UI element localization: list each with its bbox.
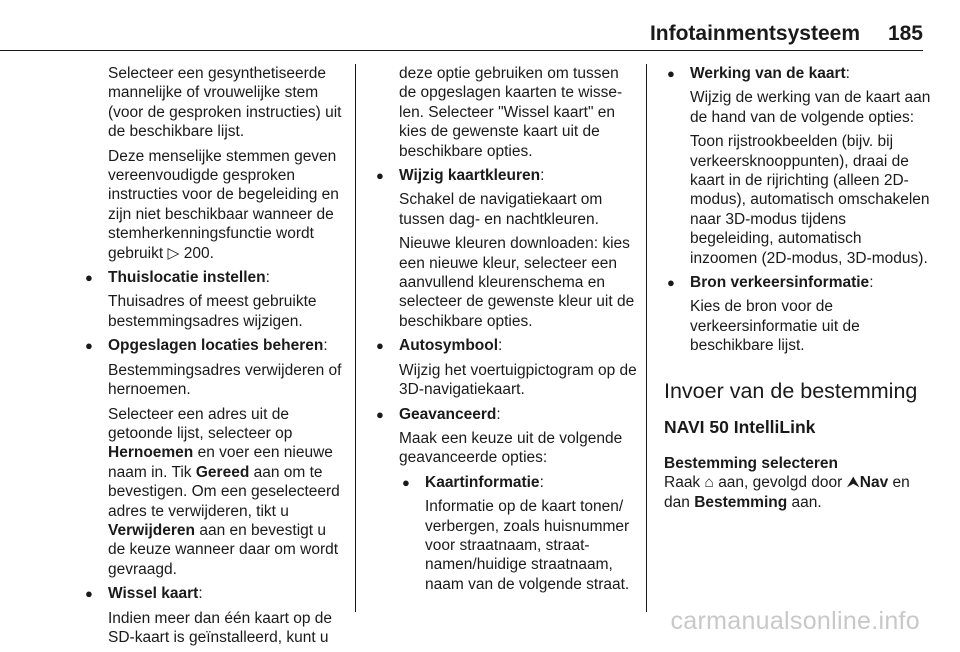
paragraph: Maak een keuze uit de volgende geavanceerde opties:: [399, 429, 623, 467]
page-header: [0, 0, 960, 52]
paragraph: Toon rijstrookbeelden (bijv. bij verkeersknooppunten), draai de kaart in de rijrichting (alleen 2D-modus), automatisch omschakelen naar 3D-modus tijdens begeleiding, automatisch inzoomen (2D-modus, 3D-modus).: [690, 133, 930, 267]
subsection-title: NAVI 50 IntelliLink: [664, 416, 816, 437]
list-item: ● Wissel kaart:: [82, 584, 344, 603]
list-item: ● Bron verkeersinformatie:: [664, 273, 932, 292]
paragraph: Nieuwe kleuren downloaden: kies een nieuwe kleur, selecteer een aanvullend kleurenschema en selecteer de gewenste kleur uit de beschikbare opties.: [399, 235, 635, 330]
paragraph: Informatie op de kaart tonen/ verbergen, zoals huisnummer voor straatnaam, straatnamen/huidige straatnaam, naam van de volgende straat.: [425, 498, 630, 593]
list-item: ● Thuislocatie instellen:: [82, 268, 344, 287]
column-3: [664, 64, 932, 517]
paragraph: Selecteer een adres uit de getoonde lijst, selecteer op Hernoemen en voer een nieuwe naam in. Tik Gereed aan om te bevestigen. Om een geselecteerd adres te verwijderen, tikt u Verwijderen aan en bevestigt u de keuze wanneer daar om wordt gevraagd.: [108, 405, 340, 578]
watermark: carmanualsonline.info: [670, 607, 920, 635]
list-item: ● Opgeslagen locaties beheren:: [82, 336, 344, 355]
page-number: 185: [887, 22, 923, 45]
paragraph: Selecteer een gesynthetiseerde mannelijke of vrouwelijke stem (voor de gesproken instructies) uit de beschikbare lijst.: [108, 65, 342, 141]
section-title: Invoer van de bestemming: [664, 378, 918, 403]
page-reference[interactable]: 200.: [183, 244, 214, 262]
list-item: ● Werking van de kaart:: [664, 64, 932, 83]
paragraph: Raak ⌂ aan, gevolgd door ⮝Nav en dan Bestemming aan.: [664, 474, 910, 511]
subsubsection-title: Bestemming selecteren: [664, 454, 839, 472]
list-item: ● Kaartinformatie:: [399, 473, 639, 492]
column-1: [82, 64, 344, 652]
list-item: ● Autosymbool:: [373, 336, 639, 355]
column-2: [373, 64, 639, 599]
list-item: ● Geavanceerd:: [373, 405, 639, 424]
triangle-ref-icon: ▷: [167, 244, 180, 262]
paragraph: Deze menselijke stemmen geven vereenvoudigde gesproken instructies voor de begeleiding en zijn niet beschikbaar wanneer de stemherkenningsfunctie wordt gebruikt ▷ 200.: [108, 147, 339, 262]
list-item: ● Wijzig kaartkleuren:: [373, 166, 639, 185]
header-title: Infotainmentsysteem: [649, 22, 860, 45]
nav-arrow-icon: ⮝: [846, 474, 860, 492]
paragraph: Indien meer dan één kaart op de SD-kaart is geïnstalleerd, kunt u: [108, 609, 333, 646]
paragraph: Bestemmingsadres verwijderen of hernoemen.: [108, 361, 342, 399]
paragraph: Thuisadres of meest gebruikte bestemmingsadres wijzigen.: [108, 293, 317, 330]
paragraph: Kies de bron voor de verkeersinformatie uit de beschikbare lijst.: [690, 298, 860, 355]
column-divider: [646, 64, 647, 612]
paragraph: deze optie gebruiken om tussen de opgeslagen kaarten te wisselen. Selecteer "Wissel kaart" en kies de gewenste kaart uit de beschikbare opties.: [399, 65, 623, 160]
paragraph: Schakel de navigatiekaart om tussen dag- en nachtkleuren.: [399, 191, 603, 228]
header-rule: [0, 50, 923, 51]
paragraph: Wijzig de werking van de kaart aan de hand van de volgende opties:: [690, 89, 931, 126]
home-icon: ⌂: [704, 474, 714, 492]
column-divider: [355, 64, 356, 612]
paragraph: Wijzig het voertuigpictogram op de 3D-navigatiekaart.: [399, 361, 637, 399]
